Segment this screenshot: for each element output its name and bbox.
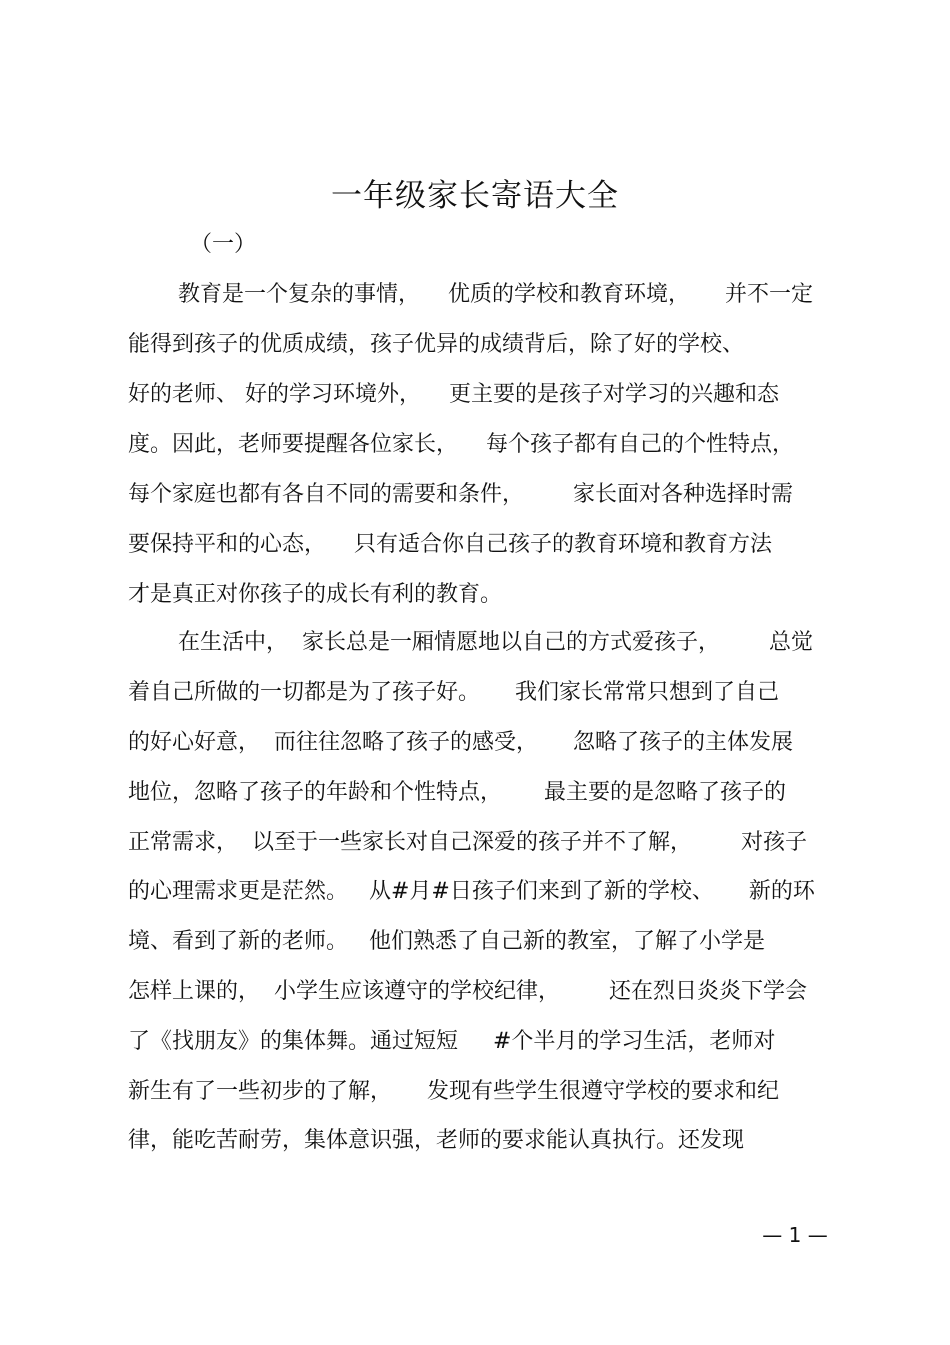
paragraph-line: 地位，忽略了孩子的年龄和个性特点， 最主要的是忽略了孩子的 xyxy=(128,780,786,805)
paragraph-line: 才是真正对你孩子的成长有利的教育。 xyxy=(128,582,503,607)
paragraph-line: 在生活中， 家长总是一厢情愿地以自己的方式爱孩子， 总觉 xyxy=(178,630,813,655)
document-title: 一年级家长寄语大全 xyxy=(331,178,619,214)
paragraph-line: 好的老师、 好的学习环境外， 更主要的是孩子对学习的兴趣和态 xyxy=(128,382,779,407)
paragraph-line: 能得到孩子的优质成绩，孩子优异的成绩背后，除了好的学校、 xyxy=(128,332,745,357)
section-label: （一） xyxy=(190,232,257,257)
paragraph-line: 律，能吃苦耐劳，集体意识强，老师的要求能认真执行。还发现 xyxy=(128,1128,745,1153)
paragraph-line: 怎样上课的， 小学生应该遵守的学校纪律， 还在烈日炎炎下学会 xyxy=(128,979,807,1004)
paragraph-line: 新生有了一些初步的了解， 发现有些学生很遵守学校的要求和纪 xyxy=(128,1079,779,1104)
page-number: — 1 — xyxy=(762,1223,828,1247)
paragraph-line: 要保持平和的心态， 只有适合你自己孩子的教育环境和教育方法 xyxy=(128,532,772,557)
paragraph-line: 的好心好意， 而往往忽略了孩子的感受， 忽略了孩子的主体发展 xyxy=(128,730,793,755)
paragraph-line: 每个家庭也都有各自不同的需要和条件， 家长面对各种选择时需 xyxy=(128,482,793,507)
paragraph-line: 了《找朋友》的集体舞。通过短短 #个半月的学习生活，老师对 xyxy=(128,1029,776,1054)
paragraph-line: 着自己所做的一切都是为了孩子好。 我们家长常常只想到了自己 xyxy=(128,680,779,705)
paragraph-line: 境、看到了新的老师。 他们熟悉了自己新的教室，了解了小学是 xyxy=(128,929,765,954)
paragraph-line: 教育是一个复杂的事情， 优质的学校和教育环境， 并不一定 xyxy=(178,282,813,307)
paragraph-line: 度。因此，老师要提醒各位家长， 每个孩子都有自己的个性特点， xyxy=(128,432,794,457)
paragraph-line: 正常需求， 以至于一些家长对自己深爱的孩子并不了解， 对孩子 xyxy=(128,830,807,855)
paragraph-line: 的心理需求更是茫然。 从#月#日孩子们来到了新的学校、 新的环 xyxy=(128,879,815,904)
